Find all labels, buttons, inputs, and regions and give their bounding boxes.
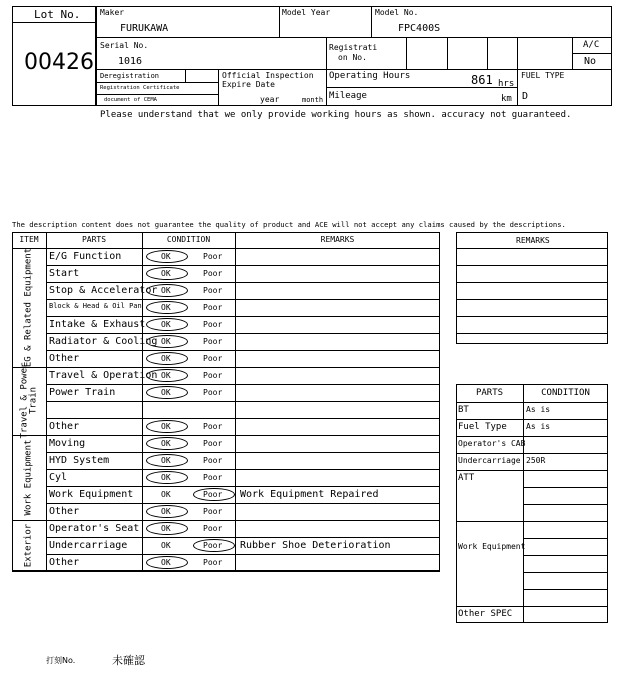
poor-option: Poor: [203, 269, 223, 278]
maker-value: FURUKAWA: [120, 23, 169, 34]
ok-circle-mark: [146, 386, 188, 399]
stamp-no-value: 未確認: [112, 654, 145, 667]
part-label: Intake & Exhaust: [49, 319, 146, 330]
ok-circle-mark: [146, 250, 188, 263]
inspection-row: [46, 503, 440, 520]
poor-option: Poor: [203, 388, 223, 397]
inspection-row: [46, 554, 440, 571]
part-label: Stop & Accelerator: [49, 285, 158, 296]
deregistration-label: Deregistration: [100, 72, 160, 80]
poor-option: Poor: [203, 286, 223, 295]
part-label: Other: [49, 353, 80, 364]
inspection-row: [46, 469, 440, 486]
model-no-value: FPC400S: [398, 23, 441, 34]
remark-text: Rubber Shoe Deterioration: [240, 540, 391, 551]
parts-row: [456, 470, 608, 521]
model-no-label: Model No.: [375, 8, 419, 17]
ok-option: OK: [161, 473, 171, 482]
poor-option: Poor: [203, 439, 223, 448]
col-condition-header: CONDITION: [166, 235, 211, 244]
inspection-row: [46, 418, 440, 435]
year-label: year: [260, 95, 280, 104]
poor-option: Poor: [203, 303, 223, 312]
operating-hours-label: Operating Hours: [329, 71, 411, 81]
part-label: Other: [49, 421, 80, 432]
parts-row-label: Fuel Type: [458, 422, 507, 432]
month-label: month: [302, 96, 324, 104]
ok-circle-mark: [146, 556, 188, 569]
part-label: Other: [49, 506, 80, 517]
ok-circle-mark: [146, 437, 188, 450]
ok-option: OK: [161, 507, 171, 516]
poor-option: Poor: [203, 456, 223, 465]
part-label: Radiator & Cooling: [49, 336, 158, 347]
col-item-header: ITEM: [19, 235, 39, 244]
ok-circle-mark: [146, 454, 188, 467]
ok-circle-mark: [146, 505, 188, 518]
registration-label-2: on No.: [338, 53, 367, 62]
disclaimer-text: Please understand that we only provide working hours as shown. accuracy not guaranteed.: [100, 110, 572, 120]
ok-circle-mark: [146, 522, 188, 535]
ok-circle-mark: [146, 335, 188, 348]
fuel-type-label: FUEL TYPE: [521, 71, 565, 80]
stamp-no-label: 打刻No.: [46, 656, 76, 665]
parts-row-condition: As is: [526, 422, 551, 431]
ok-option: OK: [161, 252, 171, 261]
ok-option: OK: [161, 320, 171, 329]
part-label: Cyl: [49, 472, 68, 483]
ok-option: OK: [161, 490, 171, 499]
serial-no-value: 1016: [118, 56, 143, 67]
poor-option: Poor: [203, 320, 223, 329]
col-remarks-header: REMARKS: [320, 235, 355, 244]
group-label: EG & Related Equipment: [23, 247, 34, 367]
parts-col-header: PARTS: [475, 388, 504, 398]
maker-label: Maker: [100, 8, 125, 17]
poor-option: Poor: [203, 354, 223, 363]
ac-label: A/C: [583, 40, 600, 50]
part-label: E/G Function: [49, 251, 122, 262]
poor-option: Poor: [203, 252, 223, 261]
ok-circle-mark: [146, 369, 188, 382]
registration-certificate-label: Registration Certificate: [100, 85, 180, 91]
ok-option: OK: [161, 558, 171, 567]
poor-option: Poor: [203, 524, 223, 533]
ok-option: OK: [161, 371, 171, 380]
part-label: Start: [49, 268, 80, 279]
right-remarks-header: REMARKS: [516, 236, 550, 245]
group-label-line-2: Train: [28, 386, 39, 415]
notice-text: The description content does not guarantee the quality of product and ACE will not accept any claims caused by the descriptions.: [12, 220, 566, 229]
ok-circle-mark: [146, 420, 188, 433]
parts-row-condition: 250R: [526, 456, 546, 465]
serial-no-label: Serial No.: [100, 41, 149, 50]
poor-option: Poor: [203, 490, 223, 499]
parts-row-label: Undercarriage: [458, 456, 521, 465]
registration-label-1: Registrati: [329, 43, 378, 52]
ok-circle-mark: [146, 352, 188, 365]
poor-option: Poor: [203, 541, 223, 550]
parts-row-label: ATT: [458, 473, 475, 483]
parts-row-label: BT: [458, 405, 469, 415]
fuel-type-value: D: [522, 91, 529, 102]
part-label: Undercarriage: [49, 540, 128, 551]
operating-hours-value: 861: [471, 73, 493, 87]
poor-circle-mark: [193, 488, 235, 501]
ok-option: OK: [161, 354, 171, 363]
ok-option: OK: [161, 388, 171, 397]
km-unit: km: [501, 94, 512, 104]
group-label: Exterior: [23, 523, 34, 567]
inspection-row: [46, 435, 440, 452]
inspection-label-1: Official Inspection: [222, 71, 314, 80]
ok-circle-mark: [146, 301, 188, 314]
parts-row-label: Work Equipment: [458, 542, 526, 551]
ok-circle-mark: [146, 284, 188, 297]
part-label: Work Equipment: [49, 489, 134, 500]
condition-col-header: CONDITION: [541, 388, 590, 398]
poor-option: Poor: [203, 507, 223, 516]
ok-option: OK: [161, 422, 171, 431]
inspection-row: [46, 401, 440, 418]
part-label: Other: [49, 557, 80, 568]
ok-option: OK: [161, 303, 171, 312]
cema-label: document of CEMA: [104, 97, 157, 103]
group-label: Work Equipment: [23, 439, 34, 515]
inspection-label-2: Expire Date: [222, 80, 275, 89]
parts-row: [456, 521, 608, 606]
part-label: Power Train: [49, 387, 116, 398]
remark-text: Work Equipment Repaired: [240, 489, 379, 500]
model-year-label: Model Year: [282, 8, 331, 17]
part-label: HYD System: [49, 455, 110, 466]
poor-option: Poor: [203, 473, 223, 482]
col-parts-header: PARTS: [81, 235, 107, 244]
part-label: Travel & Operation: [49, 370, 158, 381]
ok-option: OK: [161, 439, 171, 448]
ok-option: OK: [161, 337, 171, 346]
poor-circle-mark: [193, 539, 235, 552]
poor-option: Poor: [203, 422, 223, 431]
ok-circle-mark: [146, 318, 188, 331]
ok-option: OK: [161, 269, 171, 278]
ac-value: No: [584, 56, 597, 67]
ok-circle-mark: [146, 267, 188, 280]
ok-option: OK: [161, 456, 171, 465]
hrs-unit: hrs: [498, 79, 515, 89]
inspection-row: [46, 350, 440, 367]
part-label: Operator's Seat: [49, 523, 140, 534]
ok-option: OK: [161, 541, 171, 550]
poor-option: Poor: [203, 558, 223, 567]
part-label: Moving: [49, 438, 86, 449]
mileage-label: Mileage: [329, 91, 367, 101]
part-label: Block & Head & Oil Pan: [49, 302, 142, 310]
poor-option: Poor: [203, 337, 223, 346]
parts-row-label: Other SPEC: [458, 609, 513, 619]
ok-option: OK: [161, 286, 171, 295]
parts-row-label: Operator's CAB: [458, 439, 526, 448]
ok-circle-mark: [146, 471, 188, 484]
lot-no-label: Lot No.: [34, 8, 81, 21]
lot-no-value: 00426: [24, 50, 94, 75]
ok-option: OK: [161, 524, 171, 533]
inspection-row: [46, 265, 440, 282]
parts-row-condition: As is: [526, 405, 551, 414]
poor-option: Poor: [203, 371, 223, 380]
group-label-line-1: Travel & Power: [19, 362, 30, 439]
